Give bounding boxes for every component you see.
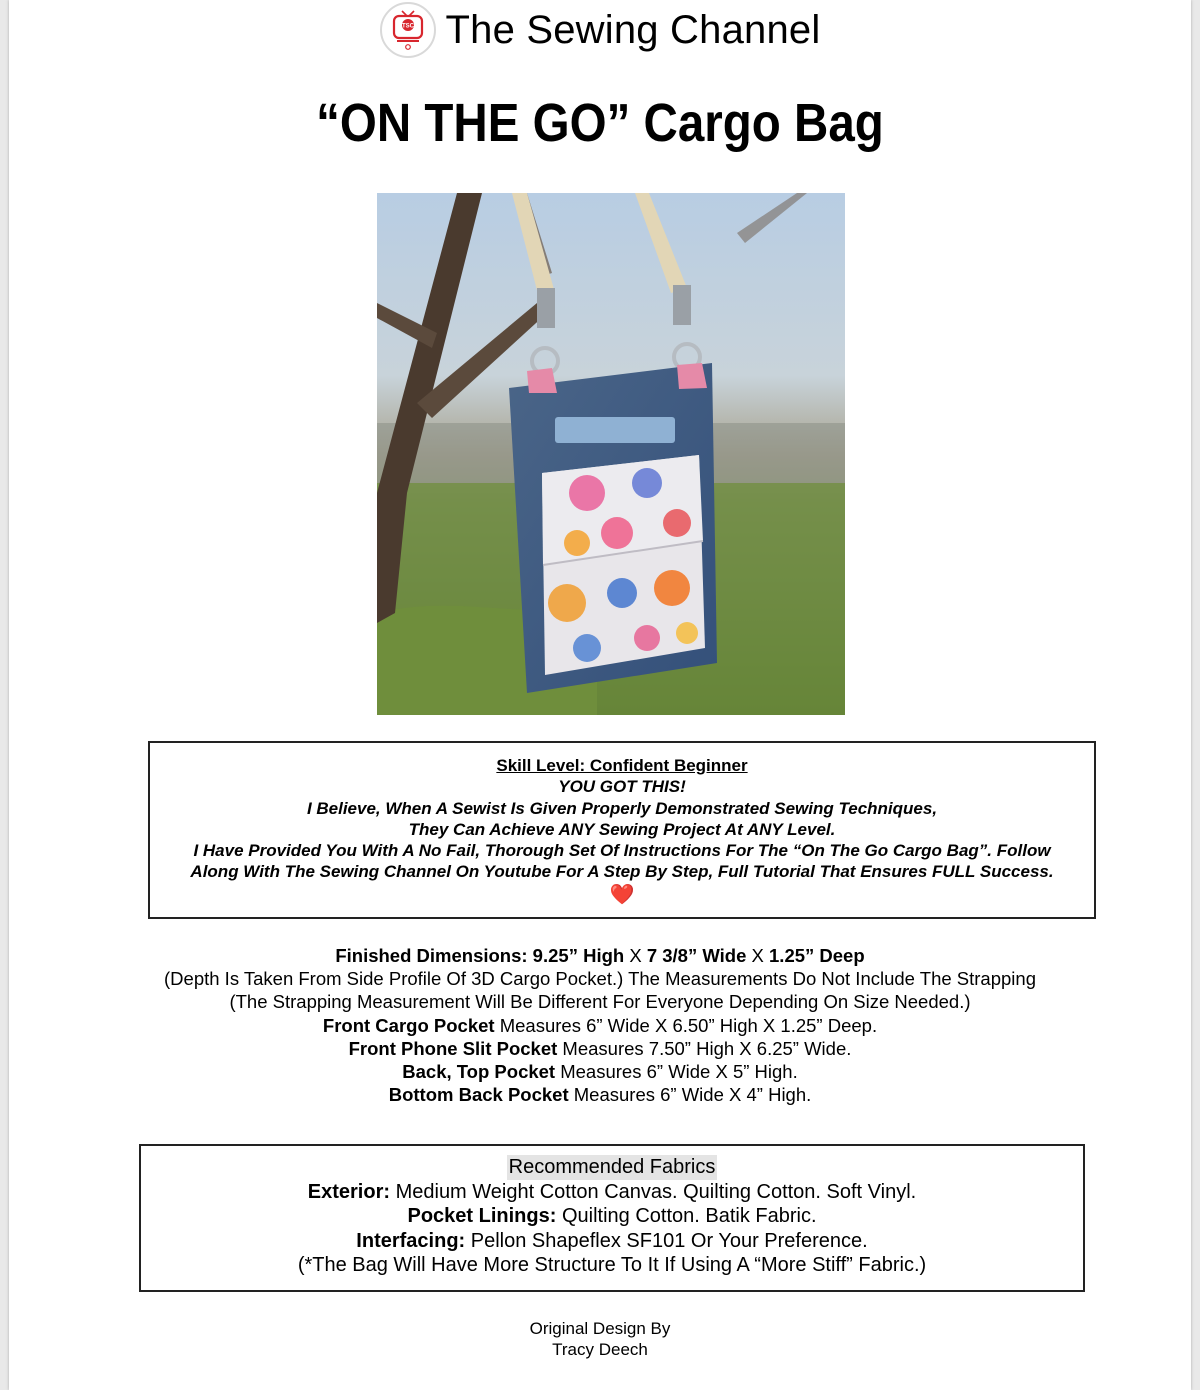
page-title bbox=[80, 88, 1120, 158]
skill-line: YOU GOT THIS! bbox=[558, 777, 686, 797]
designer-name: Tracy Deech bbox=[552, 1340, 648, 1359]
dimensions-note: (Depth Is Taken From Side Profile Of 3D Cargo Pocket.) The Measurements Do Not Include The Strapping bbox=[164, 968, 1036, 990]
fabric-line bbox=[141, 1229, 1083, 1254]
tv-logo-icon bbox=[383, 5, 433, 55]
skill-level-box bbox=[148, 741, 1096, 919]
fabric-text: Pellon Shapeflex SF101 Or Your Preference. bbox=[465, 1229, 868, 1252]
heart-icon: ❤️ bbox=[609, 883, 635, 906]
pocket-line bbox=[9, 1060, 1191, 1083]
fabric-text: Medium Weight Cotton Canvas. Quilting Cotton. Soft Vinyl. bbox=[390, 1180, 917, 1203]
pocket-name: Front Cargo Pocket bbox=[322, 1014, 495, 1036]
pocket-name: Back, Top Pocket bbox=[402, 1061, 556, 1083]
finished-dimensions bbox=[9, 944, 1191, 967]
document-page bbox=[9, 0, 1191, 1390]
skill-line: Along With The Sewing Channel On Youtube For A Step By Step, Full Tutorial That Ensures FULL Success. bbox=[190, 862, 1054, 882]
credit-line: Original Design By bbox=[529, 1319, 671, 1338]
product-photo bbox=[377, 193, 845, 715]
brand-header bbox=[9, 2, 1191, 58]
design-credit bbox=[9, 1318, 1191, 1360]
title-bold: Cargo Bag bbox=[643, 93, 884, 153]
fabric-label: Exterior: bbox=[307, 1180, 391, 1203]
fabric-line bbox=[141, 1204, 1083, 1229]
title-prefix: “ON THE GO” bbox=[316, 93, 631, 153]
pocket-line bbox=[9, 1037, 1191, 1060]
sewing-channel-logo bbox=[380, 2, 436, 58]
brand-name: The Sewing Channel bbox=[445, 7, 821, 52]
pocket-name: Front Phone Slit Pocket bbox=[348, 1037, 558, 1059]
logo-text: TSC bbox=[401, 23, 414, 30]
fabric-line bbox=[141, 1180, 1083, 1205]
times-sign: X bbox=[751, 945, 764, 966]
finished-wide: 7 3/8” Wide bbox=[646, 945, 747, 966]
pocket-measure: Measures 6” Wide X 4” High. bbox=[568, 1084, 812, 1106]
recommended-fabrics-box bbox=[139, 1144, 1085, 1292]
pocket-measure: Measures 6” Wide X 6.50” High X 1.25” Deep. bbox=[494, 1014, 878, 1036]
dimensions-section bbox=[9, 944, 1191, 1106]
skill-heading: Skill Level: Confident Beginner bbox=[496, 756, 748, 775]
dimensions-note: (The Strapping Measurement Will Be Different For Everyone Depending On Size Needed.) bbox=[229, 991, 971, 1013]
pocket-measure: Measures 7.50” High X 6.25” Wide. bbox=[557, 1037, 852, 1059]
pocket-line bbox=[9, 1083, 1191, 1106]
pocket-name: Bottom Back Pocket bbox=[388, 1084, 569, 1106]
fabric-text: Quilting Cotton. Batik Fabric. bbox=[556, 1205, 817, 1228]
skill-line: They Can Achieve ANY Sewing Project At ANY Level. bbox=[408, 819, 836, 839]
fabric-label: Interfacing: bbox=[356, 1229, 466, 1252]
fabrics-heading: Recommended Fabrics bbox=[508, 1156, 716, 1178]
skill-line: I Have Provided You With A No Fail, Thorough Set Of Instructions For The “On The Go Cargo Bag”. Follow bbox=[193, 841, 1051, 861]
fabric-label: Pocket Linings: bbox=[407, 1205, 557, 1228]
pocket-line bbox=[9, 1014, 1191, 1037]
finished-label: Finished Dimensions: 9.25” High bbox=[335, 945, 625, 966]
fabric-note: (*The Bag Will Have More Structure To It If Using A “More Stiff” Fabric.) bbox=[297, 1254, 927, 1277]
pocket-measure: Measures 6” Wide X 5” High. bbox=[555, 1061, 798, 1083]
times-sign: X bbox=[629, 945, 642, 966]
skill-line: I Believe, When A Sewist Is Given Properly Demonstrated Sewing Techniques, bbox=[306, 798, 938, 818]
finished-deep: 1.25” Deep bbox=[769, 945, 865, 966]
